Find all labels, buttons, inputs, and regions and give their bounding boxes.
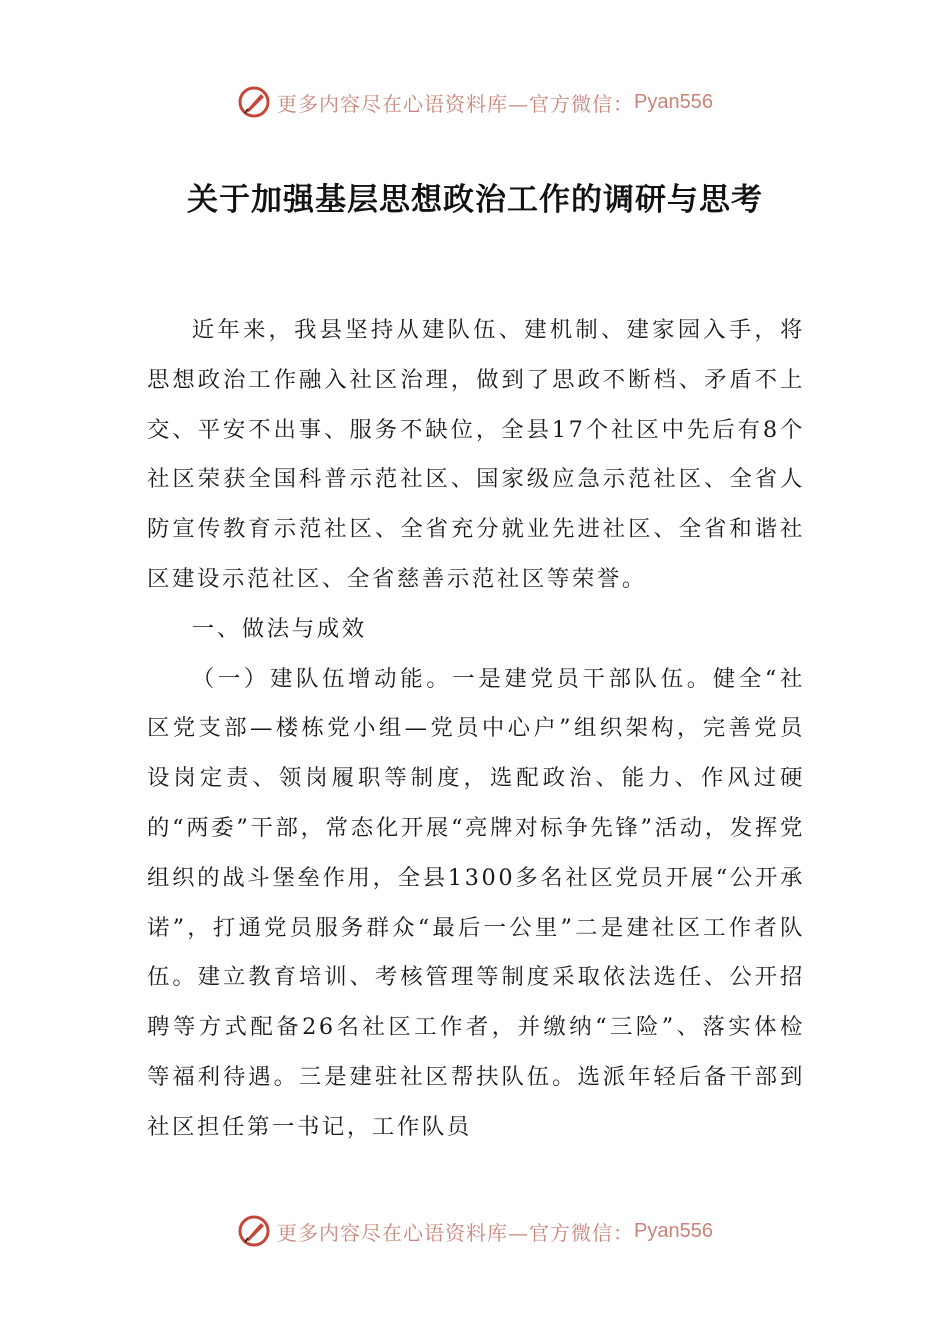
- paragraph-team-building: （一）建队伍增动能。一是建党员干部队伍。健全“社区党支部—楼栋党小组—党员中心户”组织架构，完善党员设岗定责、领岗履职等制度，选配政治、能力、作风过硬的“两委”干部，常态化开展“亮牌对标争先锋”活动，发挥党组织的战斗堡垒作用，全县1300多名社区党员开展“公开承诺”，打通党员服务群众“最后一公里”二是建社区工作者队伍。建立教育培训、考核管理等制度采取依法选任、公开招聘等方式配备26名社区工作者，并缴纳“三险”、落实体检等福利待遇。三是建驻社区帮扶队伍。选派年轻后备干部到社区担任第一书记，工作队员: [147, 665, 805, 1140]
- watermark-id: Pyan556: [634, 1219, 713, 1242]
- paragraph-intro: 近年来，我县坚持从建队伍、建机制、建家园入手，将思想政治工作融入社区治理，做到了思政不断档、矛盾不上交、平安不出事、服务不缺位，全县17个社区中先后有8个社区荣获全国科普示范社区、国家级应急示范社区、全省人防宣传教育示范社区、全省充分就业先进社区、全省和谐社区建设示范社区、全省慈善示范社区等荣誉。: [147, 317, 805, 592]
- quill-seal-icon: [237, 85, 271, 119]
- watermark-id: Pyan556: [634, 90, 713, 113]
- quill-seal-icon: [237, 1214, 271, 1248]
- watermark-text: 更多内容尽在心语资料库—官方微信：: [277, 91, 635, 116]
- watermark-header: [0, 82, 950, 122]
- watermark-text: 更多内容尽在心语资料库—官方微信：: [277, 1220, 635, 1245]
- document-title: 关于加强基层思想政治工作的调研与思考: [187, 182, 763, 218]
- section-heading: 一、做法与成效: [191, 615, 367, 642]
- watermark-footer: [0, 1211, 950, 1251]
- document-body: [147, 306, 805, 1153]
